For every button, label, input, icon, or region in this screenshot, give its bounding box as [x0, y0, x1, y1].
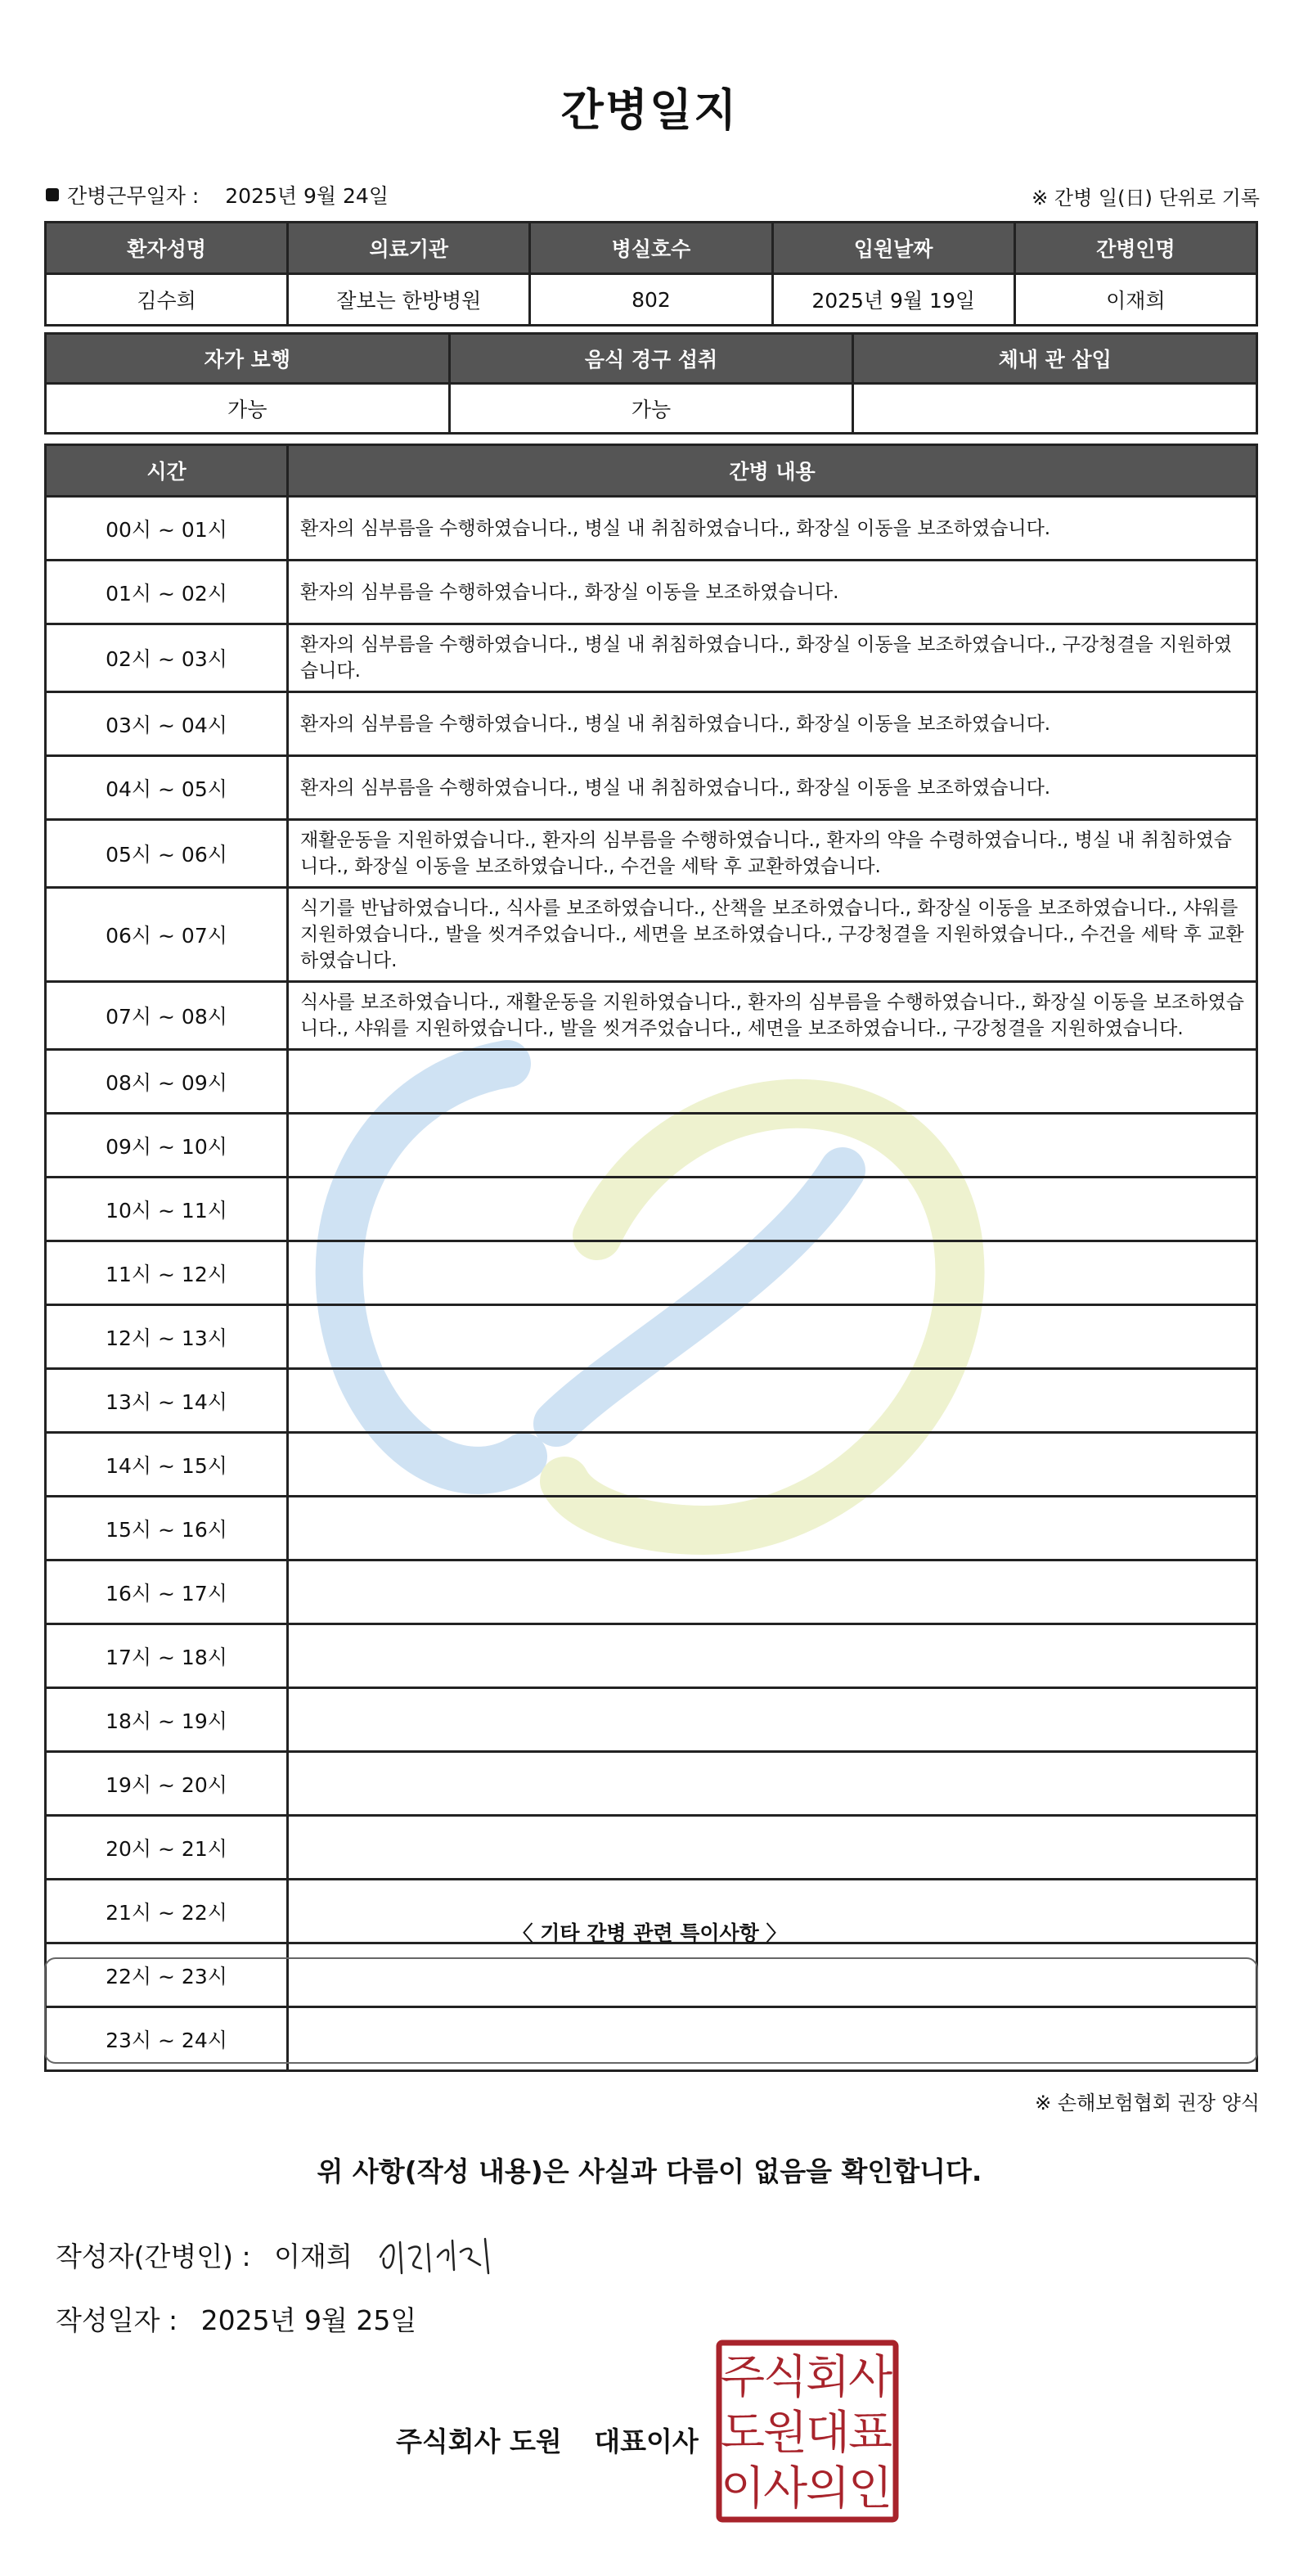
time-slot: 12시 ~ 13시: [46, 1305, 288, 1369]
header-self-walking: 자가 보행: [46, 334, 450, 384]
care-content: [288, 1433, 1257, 1497]
care-content: [288, 1816, 1257, 1880]
care-content: 식기를 반납하였습니다., 식사를 보조하였습니다., 산책을 보조하였습니다., 화장실 이동을 보조하였습니다., 샤워를 지원하였습니다., 발을 씻겨주었습니다., 세면을 보조하였습니다., 구강청결을 지원하였습니다., 수건을 세탁 후 교환하였습니다.: [288, 888, 1257, 982]
time-slot: 02시 ~ 03시: [46, 624, 288, 692]
seal-character: 표: [847, 2407, 893, 2460]
seal-character: 사: [847, 2351, 893, 2404]
time-slot: 07시 ~ 08시: [46, 982, 288, 1050]
time-slot: 17시 ~ 18시: [46, 1624, 288, 1688]
special-notes-title: 〈 기타 간병 관련 특이사항 〉: [512, 1921, 787, 1945]
seal-character: 인: [847, 2462, 893, 2515]
table-row: [46, 1369, 1257, 1433]
header-medical-institution: 의료기관: [288, 223, 530, 274]
author-label: 작성자(간병인) :: [56, 2240, 251, 2272]
company-seal-stamp: [715, 2339, 900, 2524]
seal-character: 원: [762, 2407, 808, 2460]
confirmation-statement: 위 사항(작성 내용)은 사실과 다름이 없음을 확인합니다.: [317, 2155, 982, 2187]
write-date-label: 작성일자 :: [56, 2304, 178, 2336]
table-row: [46, 1433, 1257, 1497]
table-row: [46, 820, 1257, 888]
header-room-number: 병실호수: [530, 223, 772, 274]
author-name: 이재희: [274, 2240, 353, 2272]
time-slot: 05시 ~ 06시: [46, 820, 288, 888]
care-content: 환자의 심부름을 수행하였습니다., 화장실 이동을 보조하였습니다.: [288, 561, 1257, 624]
handwritten-signature: [372, 2224, 519, 2281]
page-title: 간병일지: [560, 84, 739, 136]
medical-institution: 잘보는 한방병원: [288, 274, 530, 326]
company-name: 주식회사 도원: [396, 2425, 562, 2457]
write-date-value: 2025년 9월 25일: [200, 2304, 417, 2336]
seal-character: 주: [720, 2351, 766, 2404]
seal-character: 회: [805, 2351, 851, 2404]
table-row: [46, 1305, 1257, 1369]
author-line: [56, 2236, 353, 2274]
time-slot: 15시 ~ 16시: [46, 1497, 288, 1560]
admission-date: 2025년 9월 19일: [772, 274, 1014, 326]
time-slot: 01시 ~ 02시: [46, 561, 288, 624]
time-slot: 03시 ~ 04시: [46, 692, 288, 756]
table-row: [46, 1114, 1257, 1178]
time-slot: 09시 ~ 10시: [46, 1114, 288, 1178]
care-content: 재활운동을 지원하였습니다., 환자의 심부름을 수행하였습니다., 환자의 약을 수령하였습니다., 병실 내 취침하였습니다., 화장실 이동을 보조하였습니다., 수건을 세탁 후 교환하였습니다.: [288, 820, 1257, 888]
table-header-row: [46, 223, 1257, 274]
header-time: 시간: [46, 445, 288, 497]
table-row: [46, 1050, 1257, 1114]
header-patient-name: 환자성명: [46, 223, 288, 274]
time-slot: 23시 ~ 24시: [46, 2007, 288, 2071]
care-content: [288, 1241, 1257, 1305]
table-row: [46, 384, 1257, 434]
care-content: 환자의 심부름을 수행하였습니다., 병실 내 취침하였습니다., 화장실 이동을 보조하였습니다., 구강청결을 지원하였습니다.: [288, 624, 1257, 692]
time-slot: 21시 ~ 22시: [46, 1880, 288, 1943]
header-caregiver-name: 간병인명: [1014, 223, 1256, 274]
time-slot: 14시 ~ 15시: [46, 1433, 288, 1497]
caregiver-name: 이재희: [1014, 274, 1256, 326]
table-row: [46, 1178, 1257, 1241]
care-content: [288, 1050, 1257, 1114]
care-log-table: [44, 444, 1258, 2072]
unit-note: ※ 간병 일(日) 단위로 기록: [1032, 187, 1260, 209]
seal-character: 이: [720, 2462, 766, 2515]
care-content: [288, 1114, 1257, 1178]
seal-character: 식: [762, 2351, 808, 2404]
special-notes-box: [44, 1957, 1258, 2064]
table-row: [46, 982, 1257, 1050]
care-content: [288, 1178, 1257, 1241]
time-slot: 08시 ~ 09시: [46, 1050, 288, 1114]
table-header-row: [46, 445, 1257, 497]
care-content: 환자의 심부름을 수행하였습니다., 병실 내 취침하였습니다., 화장실 이동을 보조하였습니다.: [288, 756, 1257, 820]
seal-character: 대: [805, 2407, 851, 2460]
time-slot: 04시 ~ 05시: [46, 756, 288, 820]
time-slot: 20시 ~ 21시: [46, 1816, 288, 1880]
work-date-value: 2025년 9월 24일: [225, 184, 389, 208]
time-slot: 13시 ~ 14시: [46, 1369, 288, 1433]
tube-insertion-value: [853, 384, 1257, 434]
representative-title: 대표이사: [594, 2425, 699, 2457]
patient-ability-table: [44, 332, 1258, 435]
time-slot: 10시 ~ 11시: [46, 1178, 288, 1241]
time-slot: 06시 ~ 07시: [46, 888, 288, 982]
self-walking-value: 가능: [46, 384, 450, 434]
care-content: 환자의 심부름을 수행하였습니다., 병실 내 취침하였습니다., 화장실 이동을 보조하였습니다.: [288, 497, 1257, 561]
table-row: [46, 274, 1257, 326]
seal-character: 도: [720, 2407, 766, 2460]
header-oral-intake: 음식 경구 섭취: [449, 334, 853, 384]
time-slot: 18시 ~ 19시: [46, 1688, 288, 1752]
care-content: [288, 1369, 1257, 1433]
table-row: [46, 756, 1257, 820]
time-slot: 19시 ~ 20시: [46, 1752, 288, 1816]
patient-info-table: [44, 221, 1258, 327]
header-care-content: 간병 내용: [288, 445, 1257, 497]
care-content: [288, 1560, 1257, 1624]
write-date-line: [56, 2299, 416, 2338]
care-content: [288, 1497, 1257, 1560]
time-slot: 11시 ~ 12시: [46, 1241, 288, 1305]
header-tube-insertion: 체내 관 삽입: [853, 334, 1257, 384]
table-row: [46, 888, 1257, 982]
table-row: [46, 1241, 1257, 1305]
table-header-row: [46, 334, 1257, 384]
table-row: [46, 1497, 1257, 1560]
work-date-line: [46, 180, 389, 209]
table-row: [46, 1816, 1257, 1880]
table-row: [46, 1688, 1257, 1752]
table-row: [46, 624, 1257, 692]
company-line: [396, 2421, 699, 2459]
care-content: [288, 1688, 1257, 1752]
table-row: [46, 1624, 1257, 1688]
care-content: [288, 1305, 1257, 1369]
time-slot: 16시 ~ 17시: [46, 1560, 288, 1624]
care-content: 환자의 심부름을 수행하였습니다., 병실 내 취침하였습니다., 화장실 이동을 보조하였습니다.: [288, 692, 1257, 756]
patient-name: 김수희: [46, 274, 288, 326]
bullet-square-icon: [46, 188, 59, 201]
room-number: 802: [530, 274, 772, 326]
association-note: ※ 손해보험협회 권장 양식: [1035, 2092, 1260, 2114]
seal-character: 사: [762, 2462, 808, 2515]
seal-character: 의: [805, 2462, 851, 2515]
care-content: [288, 1624, 1257, 1688]
care-content: 식사를 보조하였습니다., 재활운동을 지원하였습니다., 환자의 심부름을 수행하였습니다., 화장실 이동을 보조하였습니다., 샤워를 지원하였습니다., 발을 씻겨주었습니다., 세면을 보조하였습니다., 구강청결을 지원하였습니다.: [288, 982, 1257, 1050]
work-date-label: 간병근무일자 :: [67, 184, 200, 208]
table-row: [46, 692, 1257, 756]
time-slot: 22시 ~ 23시: [46, 1943, 288, 2007]
oral-intake-value: 가능: [449, 384, 853, 434]
table-row: [46, 561, 1257, 624]
care-content: [288, 1752, 1257, 1816]
table-row: [46, 1560, 1257, 1624]
table-row: [46, 497, 1257, 561]
header-admission-date: 입원날짜: [772, 223, 1014, 274]
time-slot: 00시 ~ 01시: [46, 497, 288, 561]
table-row: [46, 1752, 1257, 1816]
